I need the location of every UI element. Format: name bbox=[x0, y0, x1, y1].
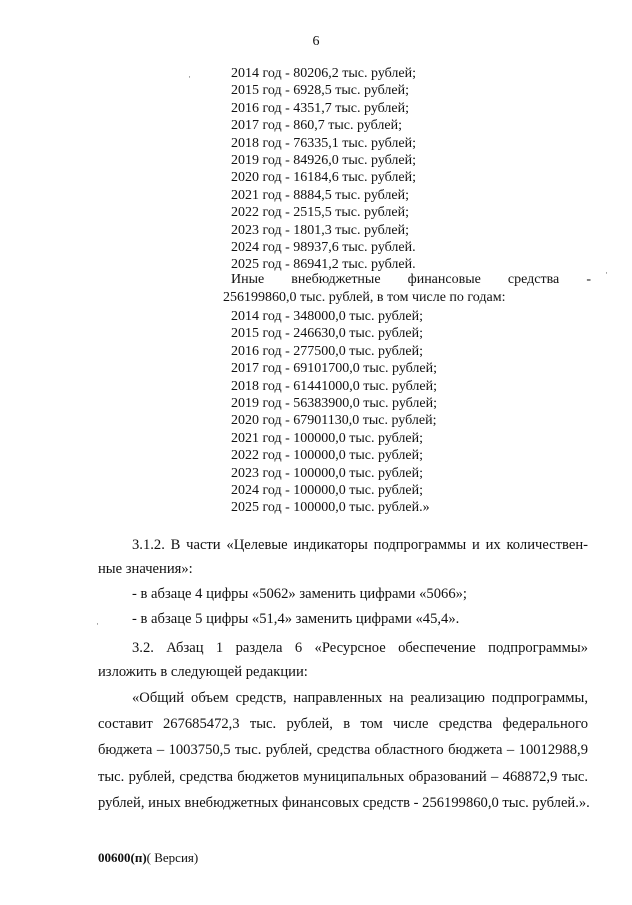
year-line: 2020 год - 67901130,0 тыс. рублей; bbox=[231, 413, 437, 429]
year-line: 2025 год - 86941,2 тыс. рублей. bbox=[231, 257, 416, 273]
year-line: 2019 год - 84926,0 тыс. рублей; bbox=[231, 153, 417, 169]
year-line: 2015 год - 246630,0 тыс. рублей; bbox=[231, 326, 424, 342]
footer-version bbox=[98, 850, 198, 866]
footer-version-label: ( Версия) bbox=[146, 850, 199, 865]
other-funds-heading: Иные внебюджетные финансовые средства - bbox=[231, 272, 591, 287]
year-line: 2015 год - 6928,5 тыс. рублей; bbox=[231, 83, 410, 99]
year-line: 2014 год - 348000,0 тыс. рублей; bbox=[231, 309, 424, 324]
year-line: 2025 год - 100000,0 тыс. рублей.» bbox=[231, 500, 430, 516]
year-line: 2016 год - 4351,7 тыс. рублей; bbox=[231, 100, 410, 116]
scan-speck: · bbox=[188, 72, 191, 82]
year-line: 2024 год - 98937,6 тыс. рублей. bbox=[231, 240, 416, 256]
year-line: 2018 год - 61441000,0 тыс. рублей; bbox=[231, 378, 438, 394]
year-line: 2017 год - 69101700,0 тыс. рублей; bbox=[231, 361, 438, 377]
year-line: 2019 год - 56383900,0 тыс. рублей; bbox=[231, 396, 438, 412]
federal-funds-year-list bbox=[231, 65, 416, 274]
year-line: 2023 год - 1801,3 тыс. рублей; bbox=[231, 222, 410, 238]
footer-code: 00600(п) bbox=[98, 850, 147, 865]
section-3-1-2-item: - в абзаце 5 цифры «51,4» заменить цифрами «45,4». bbox=[132, 611, 460, 627]
year-line: 2021 год - 8884,5 тыс. рублей; bbox=[231, 187, 410, 203]
scan-speck: · bbox=[96, 619, 99, 629]
other-funds-total: 256199860,0 тыс. рублей, в том числе по годам: bbox=[223, 290, 506, 305]
page-number: 6 bbox=[312, 34, 320, 49]
quote-line: «Общий объем средств, направленных на реализацию подпрограммы, bbox=[132, 690, 588, 706]
quote-line: рублей, иных внебюджетных финансовых средств - 256199860,0 тыс. рублей.». bbox=[98, 795, 590, 811]
section-3-1-2-title-cont: ные значения»: bbox=[98, 561, 193, 577]
quote-line: тыс. рублей, средства бюджетов муниципальных образований – 468872,9 тыс. bbox=[98, 769, 588, 785]
section-3-2-title-cont: изложить в следующей редакции: bbox=[98, 664, 308, 680]
section-3-1-2-item: - в абзаце 4 цифры «5062» заменить цифрами «5066»; bbox=[132, 586, 467, 602]
scan-speck: · bbox=[605, 268, 608, 278]
year-line: 2018 год - 76335,1 тыс. рублей; bbox=[231, 135, 417, 151]
year-line: 2014 год - 80206,2 тыс. рублей; bbox=[231, 66, 417, 81]
year-line: 2021 год - 100000,0 тыс. рублей; bbox=[231, 430, 424, 446]
year-line: 2022 год - 100000,0 тыс. рублей; bbox=[231, 448, 424, 464]
year-line: 2017 год - 860,7 тыс. рублей; bbox=[231, 118, 403, 134]
year-line: 2024 год - 100000,0 тыс. рублей; bbox=[231, 483, 424, 499]
year-line: 2022 год - 2515,5 тыс. рублей; bbox=[231, 205, 410, 221]
year-line: 2023 год - 100000,0 тыс. рублей; bbox=[231, 465, 424, 481]
section-3-1-2-title: 3.1.2. В части «Целевые индикаторы подпрограммы и их количествен- bbox=[132, 537, 588, 553]
section-3-2-title: 3.2. Абзац 1 раздела 6 «Ресурсное обеспечение подпрограммы» bbox=[132, 640, 588, 656]
quote-line: бюджета – 1003750,5 тыс. рублей, средства областного бюджета – 10012988,9 bbox=[98, 742, 588, 758]
quote-line: составит 267685472,3 тыс. рублей, в том числе средства федерального bbox=[98, 716, 588, 732]
year-line: 2020 год - 16184,6 тыс. рублей; bbox=[231, 170, 417, 186]
other-funds-year-list bbox=[231, 308, 437, 517]
year-line: 2016 год - 277500,0 тыс. рублей; bbox=[231, 343, 424, 359]
